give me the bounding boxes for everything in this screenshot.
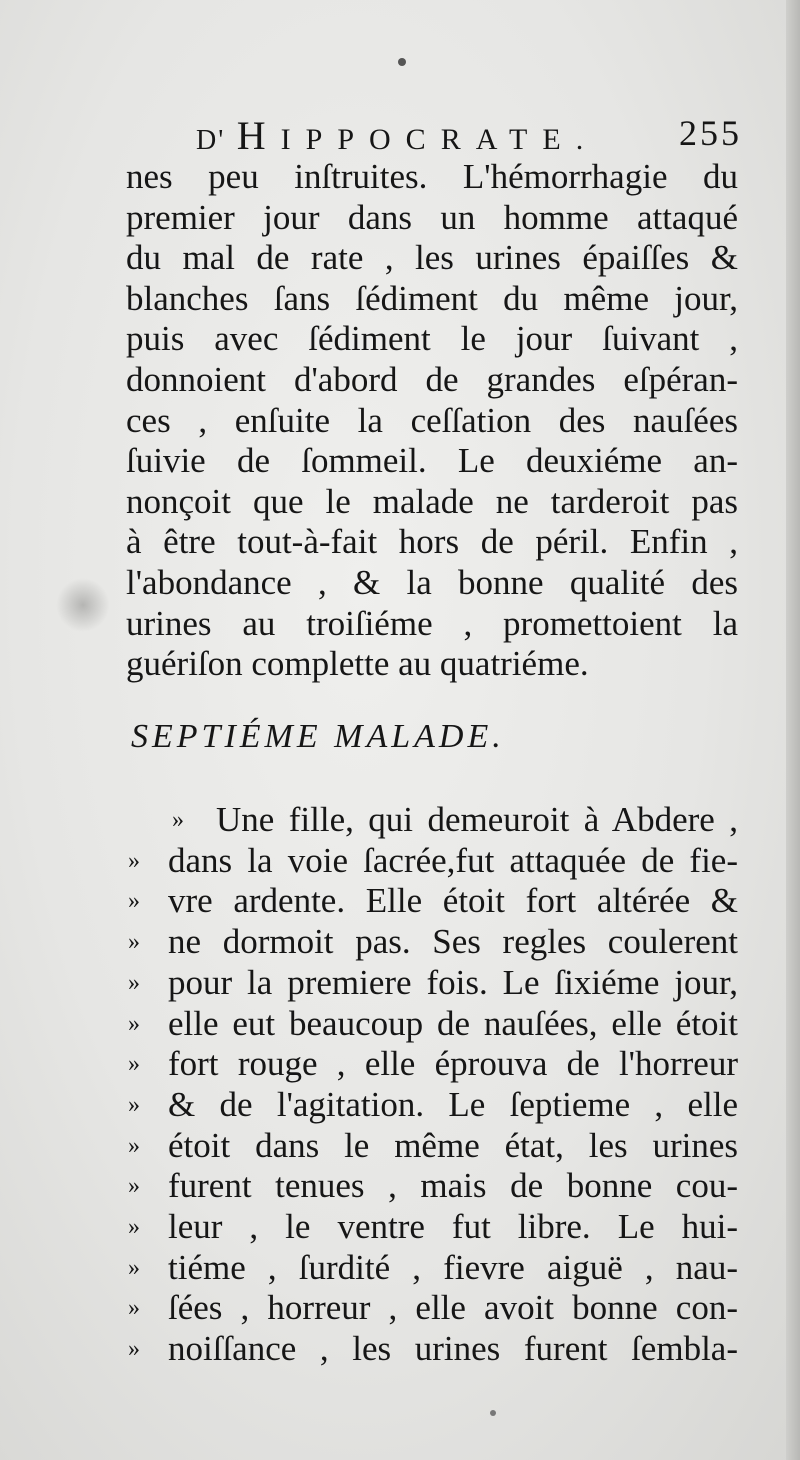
ink-smudge <box>56 578 110 632</box>
text-line: nes peu inſtruites. L'hémorrhagie du <box>126 157 738 196</box>
quoted-line <box>128 1207 738 1248</box>
text-line: à être tout-à-fait hors de péril. Enfin , <box>126 522 738 562</box>
quote-mark: » <box>128 1091 140 1118</box>
section-heading: SEPTIÉME MALADE. <box>131 718 505 755</box>
quoted-line <box>128 800 738 841</box>
quoted-line-text: furent tenues , mais de bonne cou- <box>168 1166 738 1206</box>
quoted-line-text: pour la premiere fois. Le ſixiéme jour, <box>168 962 738 1002</box>
quoted-line <box>128 1004 738 1045</box>
quote-mark: » <box>128 1295 140 1322</box>
text-line: nonçoit que le malade ne tarderoit pas <box>126 481 738 521</box>
quoted-line <box>128 1126 738 1167</box>
quoted-line-text: noiſſance , les urines furent ſembla- <box>168 1329 738 1369</box>
quoted-line <box>128 1166 738 1207</box>
quoted-line <box>128 1329 738 1370</box>
body-text <box>126 157 738 685</box>
quote-mark: » <box>128 888 140 915</box>
quoted-line-text: ſées , horreur , elle avoit bonne con- <box>168 1288 738 1328</box>
quote-mark: » <box>128 1051 140 1078</box>
quoted-line-text: vre ardente. Elle étoit fort altérée & <box>168 881 738 921</box>
text-line: ces , enſuite la ceſſation des nauſées <box>126 400 738 440</box>
quoted-line-text: fort rouge , elle éprouva de l'horreur <box>168 1044 738 1084</box>
quoted-line-text: elle eut beaucoup de nauſées, elle étoit <box>168 1003 738 1043</box>
text-line: guériſon complette au quatriéme. <box>126 644 589 684</box>
page-edge <box>786 0 800 1460</box>
text-line: premier jour dans un homme attaqué <box>126 197 738 237</box>
quoted-passage <box>128 800 738 1370</box>
header-title-rest: IPPOCRATE. <box>280 123 599 156</box>
ink-dot <box>398 58 406 66</box>
text-line: donnoient d'abord de grandes eſpéran- <box>126 359 738 399</box>
text-line: ſuivie de ſommeil. Le deuxiéme an- <box>126 441 738 481</box>
ink-dot <box>490 1410 496 1416</box>
quote-mark: » <box>128 847 140 874</box>
text-line: du mal de rate , les urines épaiſſes & <box>126 238 738 278</box>
running-header <box>196 112 742 162</box>
quoted-line <box>128 922 738 963</box>
text-line: puis avec ſédiment le jour ſuivant , <box>126 319 738 359</box>
quoted-line <box>128 1044 738 1085</box>
text-line: blanches ſans ſédiment du même jour, <box>126 278 738 318</box>
page-number: 255 <box>679 113 742 153</box>
quoted-line <box>128 963 738 1004</box>
quote-mark: » <box>128 1214 140 1241</box>
quoted-line <box>128 1288 738 1329</box>
quoted-line-text: tiéme , ſurdité , fievre aiguë , nau- <box>168 1247 738 1287</box>
text-line: urines au troiſiéme , promettoient la <box>126 603 738 643</box>
quote-mark: » <box>128 1336 140 1363</box>
quote-mark: » <box>128 969 140 996</box>
quoted-line-text: leur , le ventre fut libre. Le hui- <box>168 1207 738 1247</box>
header-title-initial: H <box>236 113 281 158</box>
quoted-line <box>128 881 738 922</box>
quote-mark: » <box>128 1010 140 1037</box>
header-prefix: D' <box>196 125 226 156</box>
quoted-line-text: & de l'agitation. Le ſeptieme , elle <box>168 1084 738 1124</box>
quoted-line <box>128 1085 738 1126</box>
text-line: l'abondance , & la bonne qualité des <box>126 562 738 602</box>
quote-mark: » <box>128 1173 140 1200</box>
quoted-line <box>128 1248 738 1289</box>
header-title <box>236 113 599 158</box>
quoted-line-text: dans la voie ſacrée,fut attaquée de fie- <box>168 840 738 880</box>
quote-mark: » <box>128 929 140 956</box>
quoted-line <box>128 841 738 882</box>
quote-mark: » <box>128 1254 140 1281</box>
quote-mark: » <box>128 1132 140 1159</box>
quote-mark: » <box>172 807 184 833</box>
quoted-line-text: ne dormoit pas. Ses regles coulerent <box>168 922 738 962</box>
quoted-line-text: Une fille, qui demeuroit à Abdere , <box>216 800 738 839</box>
quoted-line-text: étoit dans le même état, les urines <box>168 1125 738 1165</box>
